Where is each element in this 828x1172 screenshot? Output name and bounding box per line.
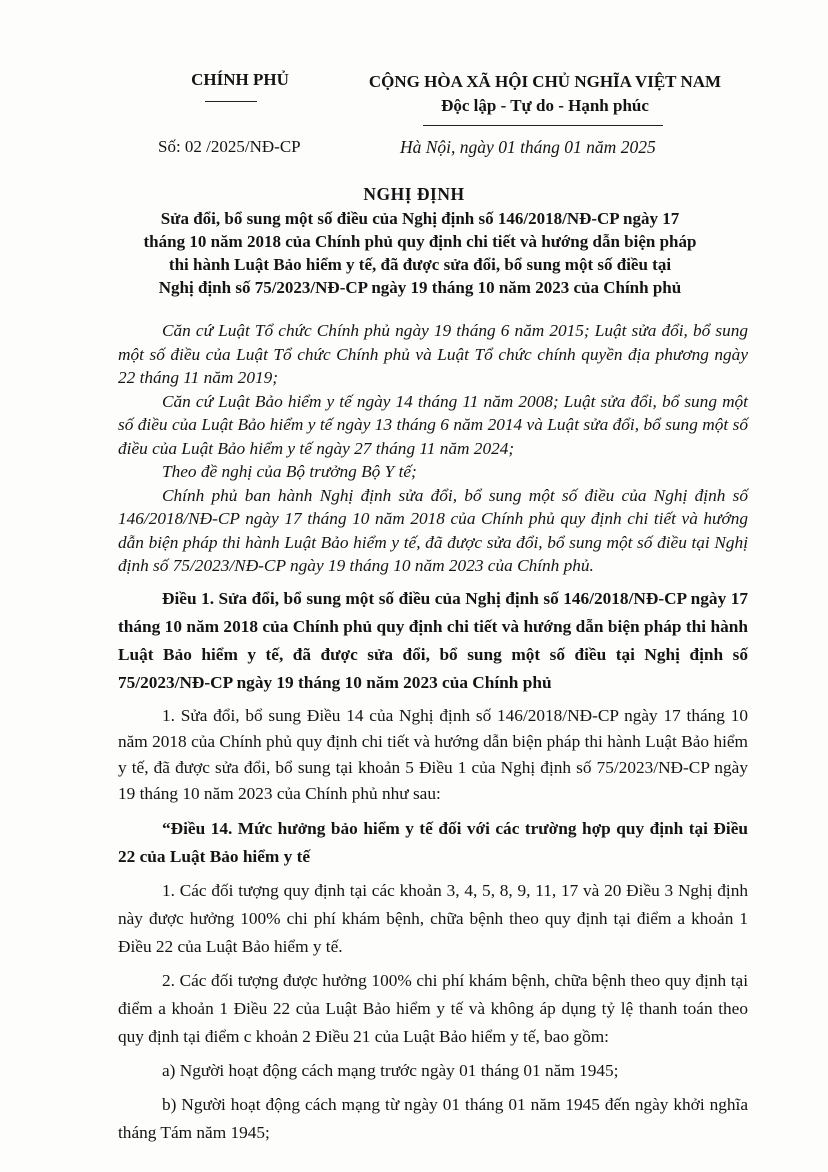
title-line: Nghị định số 75/2023/NĐ-CP ngày 19 tháng 10 năm 2023 của Chính phủ <box>158 278 682 297</box>
document-type: NGHỊ ĐỊNH <box>363 184 465 204</box>
issuer-name: CHÍNH PHỦ <box>191 70 289 89</box>
document-body <box>118 319 748 1147</box>
title-line: tháng 10 năm 2018 của Chính phủ quy định chi tiết và hướng dẫn biện pháp <box>143 232 697 251</box>
country-name: CỘNG HÒA XÃ HỘI CHỦ NGHĨA VIỆT NAM <box>368 72 722 91</box>
national-header <box>345 70 745 118</box>
article-14-point-a: a) Người hoạt động cách mạng trước ngày 01 tháng 01 năm 1945; <box>162 1060 619 1080</box>
motto-underline <box>423 125 663 126</box>
article-14-point-b: b) Người hoạt động cách mạng từ ngày 01 tháng 01 năm 1945 đến ngày khởi nghĩa tháng Tám năm 1945; <box>118 1094 748 1142</box>
article-14-clause-1: 1. Các đối tượng quy định tại các khoản 3, 4, 5, 8, 9, 11, 17 và 20 Điều 3 Nghị định này được hưởng 100% chi phí khám bệnh, chữa bệnh theo quy định tại điểm a khoản 1 Điều 22 của Luật Bảo hiểm y tế. <box>118 880 748 956</box>
article-14-clause-2: 2. Các đối tượng được hưởng 100% chi phí khám bệnh, chữa bệnh theo quy định tại điểm a khoản 1 Điều 22 của Luật Bảo hiểm y tế và không áp dụng tỷ lệ thanh toán theo quy định tại điểm c khoản 2 Điều 21 của Luật Bảo hiểm y tế, bao gồm: <box>118 970 748 1046</box>
document-title <box>120 207 720 299</box>
preamble <box>118 319 748 578</box>
national-motto: Độc lập - Tự do - Hạnh phúc <box>441 96 649 115</box>
document-number: Số: 02 /2025/NĐ-CP <box>158 137 301 156</box>
title-line: thi hành Luật Bảo hiểm y tế, đã được sửa đổi, bổ sung một số điều tại <box>168 255 672 274</box>
place-and-date: Hà Nội, ngày 01 tháng 01 năm 2025 <box>400 137 656 157</box>
preamble-paragraph: Chính phủ ban hành Nghị định sửa đổi, bổ sung một số điều của Nghị định số 146/2018/NĐ-CP ngày 17 tháng 10 năm 2018 của Chính phủ quy định chi tiết và hướng dẫn biện pháp thi hành Luật Bảo hiểm y tế, đã được sửa đổi, bổ sung một số điều tại Nghị định số 75/2023/NĐ-CP ngày 19 tháng 10 năm 2023 của Chính phủ. <box>118 485 748 575</box>
title-line: Sửa đổi, bổ sung một số điều của Nghị định số 146/2018/NĐ-CP ngày 17 <box>160 209 680 228</box>
preamble-paragraph: Căn cứ Luật Tổ chức Chính phủ ngày 19 tháng 6 năm 2015; Luật sửa đổi, bổ sung một số điều của Luật Tổ chức Chính phủ và Luật Tổ chức chính quyền địa phương ngày 22 tháng 11 năm 2019; <box>118 321 748 387</box>
article-1-clause-1: 1. Sửa đổi, bổ sung Điều 14 của Nghị định số 146/2018/NĐ-CP ngày 17 tháng 10 năm 2018 của Chính phủ quy định chi tiết và hướng dẫn biện pháp thi hành Luật Bảo hiểm y tế, đã được sửa đổi, bổ sung tại khoản 5 Điều 1 của Nghị định số 75/2023/NĐ-CP ngày 19 tháng 10 năm 2023 của Chính phủ như sau: <box>118 705 748 803</box>
article-1-heading: Điều 1. Sửa đổi, bổ sung một số điều của Nghị định số 146/2018/NĐ-CP ngày 17 tháng 10 năm 2018 của Chính phủ quy định chi tiết và hướng dẫn biện pháp thi hành Luật Bảo hiểm y tế, đã được sửa đổi, bổ sung một số điều tại Nghị định số 75/2023/NĐ-CP ngày 19 tháng 10 năm 2023 của Chính phủ <box>118 588 748 692</box>
preamble-paragraph: Căn cứ Luật Bảo hiểm y tế ngày 14 tháng 11 năm 2008; Luật sửa đổi, bổ sung một số điều của Luật Bảo hiểm y tế ngày 13 tháng 6 năm 2014 và Luật sửa đổi, bổ sung một số điều của Luật Bảo hiểm y tế ngày 27 tháng 11 năm 2024; <box>118 391 748 458</box>
article-14-heading: “Điều 14. Mức hưởng bảo hiểm y tế đối với các trường hợp quy định tại Điều 22 của Luật Bảo hiểm y tế <box>118 818 748 866</box>
issuer-underline <box>205 101 257 102</box>
preamble-paragraph: Theo đề nghị của Bộ trưởng Bộ Y tế; <box>162 462 417 481</box>
